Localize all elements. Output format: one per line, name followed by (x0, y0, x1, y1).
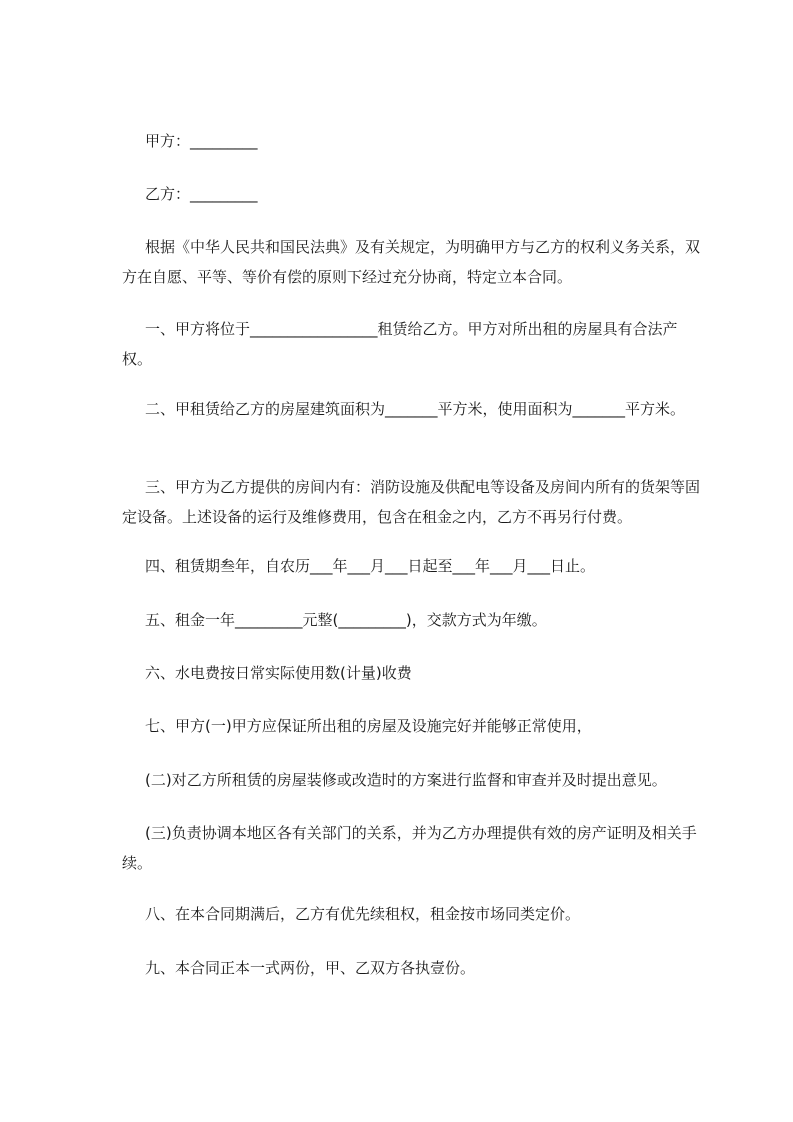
clause-7-item-2: (二)对乙方所租赁的房屋装修或改造时的方案进行监督和审查并及时提出意见。 (145, 771, 667, 789)
party-a-line: 甲方：_________ (145, 132, 258, 150)
clause-6: 六、水电费按日常实际使用数(计量)收费 (145, 664, 412, 682)
preamble-paragraph: 根据《中华人民共和国民法典》及有关规定，为明确甲方与乙方的权利义务关系，双方在自愿、平等、等价有偿的原则下经过充分协商，特定立本合同。 (122, 238, 701, 286)
clause-2: 二、甲租赁给乙方的房屋建筑面积为_______平方米，使用面积为_______平方米。 (145, 400, 686, 418)
clause-3: 三、甲方为乙方提供的房间内有：消防设施及供配电等设备及房间内所有的货架等固定设备。上述设备的运行及维修费用，包含在租金之内，乙方不再另行付费。 (122, 478, 701, 526)
clause-4: 四、租赁期叁年，自农历___年___月___日起至___年___月___日止。 (145, 557, 596, 575)
clause-9: 九、本合同正本一式两份，甲、乙双方各执壹份。 (145, 959, 476, 977)
clause-1: 一、甲方将位于_________________租赁给乙方。甲方对所出租的房屋具有合法产权。 (122, 320, 678, 368)
clause-7-item-3: (三)负责协调本地区各有关部门的关系，并为乙方办理提供有效的房产证明及相关手续。 (122, 824, 697, 872)
clause-8: 八、在本合同期满后，乙方有优先续租权，租金按市场同类定价。 (145, 905, 581, 923)
clause-7: 七、甲方(一)甲方应保证所出租的房屋及设施完好并能够正常使用， (145, 717, 592, 735)
party-b-line: 乙方：_________ (145, 185, 258, 203)
clause-5: 五、租金一年_________元整(_________)，交款方式为年缴。 (145, 611, 547, 629)
